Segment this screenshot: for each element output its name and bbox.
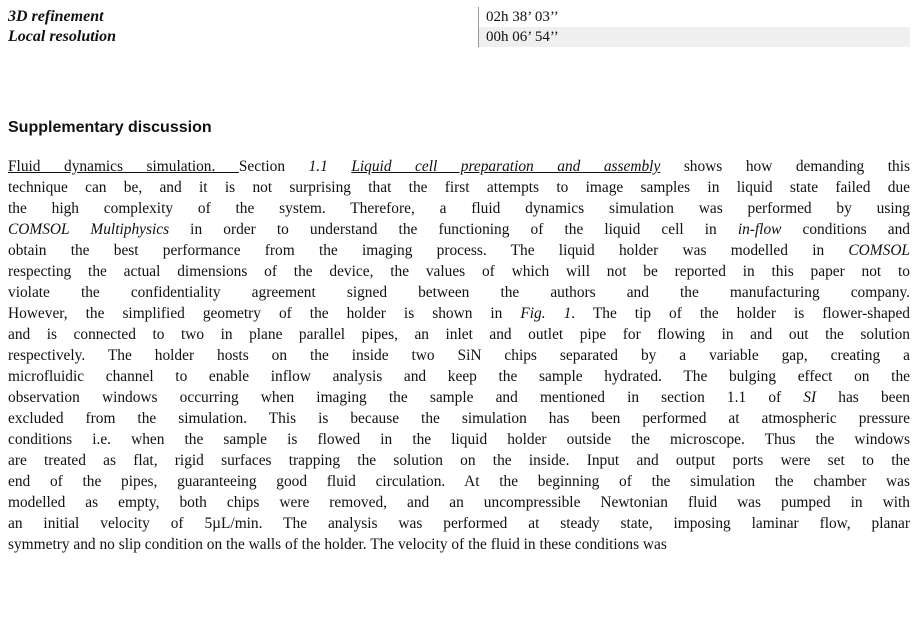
section-heading: Supplementary discussion bbox=[8, 119, 212, 136]
table-row bbox=[0, 7, 916, 27]
paragraph-line bbox=[8, 303, 910, 324]
text-run: are treated as flat, rigid surfaces trapping the solution on the inside. Input and output ports were set to the bbox=[8, 452, 910, 469]
paragraph-line bbox=[8, 471, 910, 492]
table-row-value: 02h 38’ 03’’ bbox=[486, 9, 559, 25]
italic-text: COMSOL Multiphysics bbox=[8, 221, 170, 238]
italic-text: 1.1 bbox=[308, 158, 352, 175]
text-run: excluded from the simulation. This is because the simulation has been performed at atmospheric pressure bbox=[8, 410, 910, 427]
paragraph-line bbox=[8, 513, 910, 534]
paragraph-line bbox=[8, 429, 910, 450]
text-run: modelled as empty, both chips were removed, and an uncompressible Newtonian fluid was pumped in with bbox=[8, 494, 910, 511]
paragraph-line bbox=[8, 450, 910, 471]
paragraph-line bbox=[8, 177, 910, 198]
text-run: observation windows occurring when imaging the sample and mentioned in section 1.1 of bbox=[8, 389, 804, 406]
text-run: an initial velocity of 5µL/min. The analysis was performed at steady state, imposing laminar flow, planar bbox=[8, 515, 910, 532]
paragraph-line bbox=[8, 261, 910, 282]
text-run: conditions and bbox=[781, 221, 910, 238]
italic-text: Fig. 1 bbox=[520, 305, 572, 322]
text-run: However, the simplified geometry of the holder is shown in bbox=[8, 305, 521, 322]
text-run: shows how demanding this bbox=[660, 158, 910, 175]
text-run: the high complexity of the system. Therefore, a fluid dynamics simulation was performed by using bbox=[8, 200, 910, 217]
text-run: microfluidic channel to enable inflow analysis and keep the sample hydrated. The bulging effect on the bbox=[8, 368, 910, 385]
text-run: obtain the best performance from the imaging process. The liquid holder was modelled in bbox=[8, 242, 849, 259]
paragraph-line bbox=[8, 408, 910, 429]
text-run: violate the confidentiality agreement signed between the authors and the manufacturing company. bbox=[8, 284, 910, 301]
underlined-text: Liquid cell preparation and assembly bbox=[351, 158, 661, 175]
table-value-cell bbox=[478, 7, 910, 27]
paragraph-line bbox=[8, 219, 910, 240]
text-run: and is connected to two in plane parallel pipes, an inlet and outlet pipe for flowing in and out the solution bbox=[8, 326, 910, 343]
paragraph-line bbox=[8, 492, 910, 513]
paragraph-line bbox=[8, 240, 910, 261]
table-row-value: 00h 06’ 54’’ bbox=[486, 29, 559, 45]
paragraph-line bbox=[8, 324, 910, 345]
table-value-cell bbox=[478, 27, 910, 47]
table-row-label: Local resolution bbox=[8, 28, 117, 45]
paragraph-line bbox=[8, 156, 910, 177]
text-run: respecting the actual dimensions of the device, the values of which will not be reported in this paper not to bbox=[8, 263, 910, 280]
text-run: end of the pipes, guaranteeing good fluid circulation. At the beginning of the simulation the chamber was bbox=[8, 473, 910, 490]
table-row bbox=[0, 27, 916, 47]
italic-text: COMSOL bbox=[848, 242, 910, 259]
text-run: symmetry and no slip condition on the walls of the holder. The velocity of the fluid in these conditions was bbox=[8, 536, 667, 553]
text-run: Section bbox=[238, 158, 309, 175]
text-run: . The tip of the holder is flower-shaped bbox=[571, 305, 910, 322]
paragraph-line bbox=[8, 366, 910, 387]
italic-text: SI bbox=[803, 389, 817, 406]
paragraph-line bbox=[8, 345, 910, 366]
paragraph-line bbox=[8, 534, 910, 555]
text-run: technique can be, and it is not surprising that the first attempts to image samples in liquid state failed due bbox=[8, 179, 910, 196]
table-column-divider bbox=[478, 7, 479, 47]
text-run: respectively. The holder hosts on the inside two SiN chips separated by a variable gap, creating a bbox=[8, 347, 910, 364]
paragraph-line bbox=[8, 282, 910, 303]
text-run: in order to understand the functioning of the liquid cell in bbox=[169, 221, 738, 238]
table-row-label: 3D refinement bbox=[8, 8, 104, 25]
paragraph-line bbox=[8, 387, 910, 408]
text-run: conditions i.e. when the sample is flowed in the liquid holder outside the microscope. Thus the windows bbox=[8, 431, 910, 448]
body-paragraph bbox=[8, 156, 910, 555]
underlined-text: Fluid dynamics simulation. bbox=[8, 158, 239, 175]
paragraph-line bbox=[8, 198, 910, 219]
text-run: has been bbox=[816, 389, 910, 406]
italic-text: in-flow bbox=[737, 221, 782, 238]
